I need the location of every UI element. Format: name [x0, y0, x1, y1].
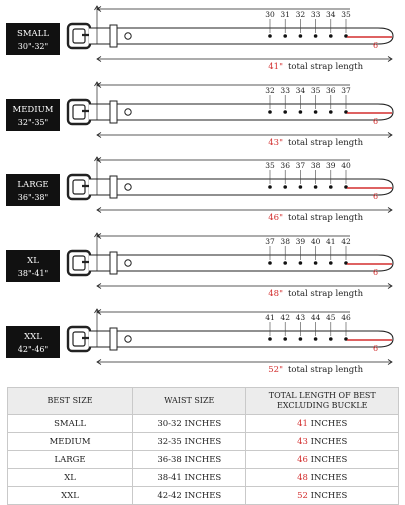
- belt-hole: [299, 261, 303, 265]
- belt-hole: [299, 185, 303, 189]
- row-size: SMALL: [8, 415, 133, 433]
- hole-number: 34: [326, 10, 336, 19]
- row-length: [246, 415, 399, 433]
- strap-length-caption: total strap length: [288, 62, 364, 72]
- strap-length-caption: total strap length: [288, 138, 364, 148]
- belt-loop: [110, 101, 117, 123]
- row-length-unit: INCHES: [310, 418, 348, 429]
- belt-group: [6, 157, 393, 223]
- row-length-number: 52: [297, 490, 308, 501]
- row-length-number: 48: [297, 472, 308, 483]
- size-label-name: XL: [27, 256, 39, 266]
- belt-hole: [299, 34, 303, 38]
- table-row: [8, 469, 399, 487]
- belt-hole: [314, 261, 318, 265]
- belt-hole: [299, 110, 303, 114]
- belt-hole: [329, 261, 333, 265]
- belt-hole: [268, 110, 272, 114]
- belt-loop: [110, 328, 117, 350]
- hole-number: 38: [280, 237, 290, 246]
- hole-number: 44: [310, 313, 321, 322]
- row-length-unit: INCHES: [310, 454, 348, 465]
- header-waist-size: WAIST SIZE: [133, 388, 246, 415]
- strap-length-value: 43": [268, 138, 283, 148]
- size-label-name: LARGE: [17, 180, 49, 190]
- belt-group: [6, 309, 393, 375]
- hole-number: 31: [280, 10, 290, 19]
- hole-number: 35: [341, 10, 351, 19]
- hole-number: 36: [280, 161, 290, 170]
- hole-number: 30: [265, 10, 275, 19]
- hole-number: 39: [326, 161, 336, 170]
- size-label-range: 36"-38": [17, 193, 49, 202]
- row-length-unit: INCHES: [310, 436, 348, 447]
- extension-value: 6: [373, 117, 379, 126]
- row-length-unit: INCHES: [310, 472, 348, 483]
- hole-number: 39: [295, 237, 306, 246]
- row-length-number: 46: [297, 454, 308, 465]
- row-waist: 42-42 INCHES: [133, 487, 246, 505]
- strap-length-value: 52": [268, 365, 283, 375]
- belt-hole: [268, 261, 272, 265]
- size-label-range: 30"-32": [17, 42, 49, 51]
- row-size: LARGE: [8, 451, 133, 469]
- strap-length-value: 48": [268, 289, 283, 299]
- hole-number: 35: [310, 86, 321, 95]
- row-waist: 36-38 INCHES: [133, 451, 246, 469]
- hole-number: 32: [295, 10, 306, 19]
- belt-hole: [283, 261, 287, 265]
- hole-number: 42: [280, 313, 290, 322]
- size-label-range: 32"-35": [17, 118, 49, 127]
- size-label-name: MEDIUM: [12, 105, 54, 115]
- size-label-name: SMALL: [17, 29, 49, 39]
- hole-number: 35: [265, 161, 275, 170]
- row-waist: 30-32 INCHES: [133, 415, 246, 433]
- row-size: MEDIUM: [8, 433, 133, 451]
- hole-number: 40: [310, 237, 321, 246]
- hole-number: 33: [280, 86, 290, 95]
- hole-number: 37: [295, 161, 306, 170]
- row-length: [246, 433, 399, 451]
- size-label-range: 42"-46": [17, 345, 49, 354]
- belt-loop: [110, 252, 117, 274]
- size-chart-table: [7, 387, 399, 505]
- row-waist: 32-35 INCHES: [133, 433, 246, 451]
- table-header-row: [8, 388, 399, 415]
- belt-hole: [283, 34, 287, 38]
- belt-hole: [283, 110, 287, 114]
- hole-number: 43: [295, 313, 306, 322]
- extension-value: 6: [373, 41, 379, 50]
- hole-number: 32: [265, 86, 275, 95]
- extension-value: 6: [373, 192, 379, 201]
- strap-length-caption: total strap length: [288, 365, 364, 375]
- size-label-name: XXL: [24, 332, 42, 342]
- row-length: [246, 451, 399, 469]
- strap-length-caption: total strap length: [288, 289, 364, 299]
- table-row: [8, 451, 399, 469]
- row-size: XL: [8, 469, 133, 487]
- hole-number: 33: [310, 10, 321, 19]
- belt-hole: [283, 185, 287, 189]
- hole-number: 41: [326, 237, 336, 246]
- belt-loop: [110, 25, 117, 47]
- hole-number: 37: [341, 86, 351, 95]
- belt-hole: [329, 110, 333, 114]
- hole-number: 34: [295, 86, 306, 95]
- strap-length-caption: total strap length: [288, 213, 364, 223]
- table-row: [8, 415, 399, 433]
- header-total-length: [246, 388, 399, 415]
- belt-group: [6, 82, 393, 148]
- belt-hole: [268, 185, 272, 189]
- header-total-length-line1: TOTAL LENGTH OF BEST: [268, 391, 376, 400]
- belt-loop: [110, 176, 117, 198]
- belt-hole: [329, 185, 333, 189]
- size-label-range: 38"-41": [17, 269, 49, 278]
- hole-number: 45: [326, 313, 336, 322]
- header-best-size: BEST SIZE: [8, 388, 133, 415]
- belt-hole: [314, 337, 318, 341]
- belt-hole: [268, 337, 272, 341]
- extension-value: 6: [373, 268, 379, 277]
- row-length: [246, 469, 399, 487]
- row-length-unit: INCHES: [310, 490, 348, 501]
- row-waist: 38-41 INCHES: [133, 469, 246, 487]
- belt-hole: [329, 337, 333, 341]
- hole-number: 42: [341, 237, 351, 246]
- hole-number: 41: [265, 313, 275, 322]
- belt-hole: [329, 34, 333, 38]
- strap-length-value: 46": [268, 213, 283, 223]
- hole-number: 38: [310, 161, 321, 170]
- row-length-number: 41: [297, 418, 308, 429]
- header-total-length-line2: EXCLUDING BUCKLE: [276, 401, 368, 410]
- hole-number: 40: [341, 161, 351, 170]
- belt-group: [6, 233, 393, 299]
- strap-length-value: 41": [268, 62, 283, 72]
- belt-hole: [299, 337, 303, 341]
- extension-value: 6: [373, 344, 379, 353]
- belt-hole: [268, 34, 272, 38]
- row-size: XXL: [8, 487, 133, 505]
- hole-number: 36: [326, 86, 336, 95]
- belt-hole: [314, 34, 318, 38]
- belt-hole: [314, 185, 318, 189]
- belt-group: [6, 6, 393, 72]
- belt-hole: [283, 337, 287, 341]
- hole-number: 46: [341, 313, 351, 322]
- belt-hole: [314, 110, 318, 114]
- row-length-number: 43: [297, 436, 308, 447]
- table-row: [8, 433, 399, 451]
- hole-number: 37: [265, 237, 275, 246]
